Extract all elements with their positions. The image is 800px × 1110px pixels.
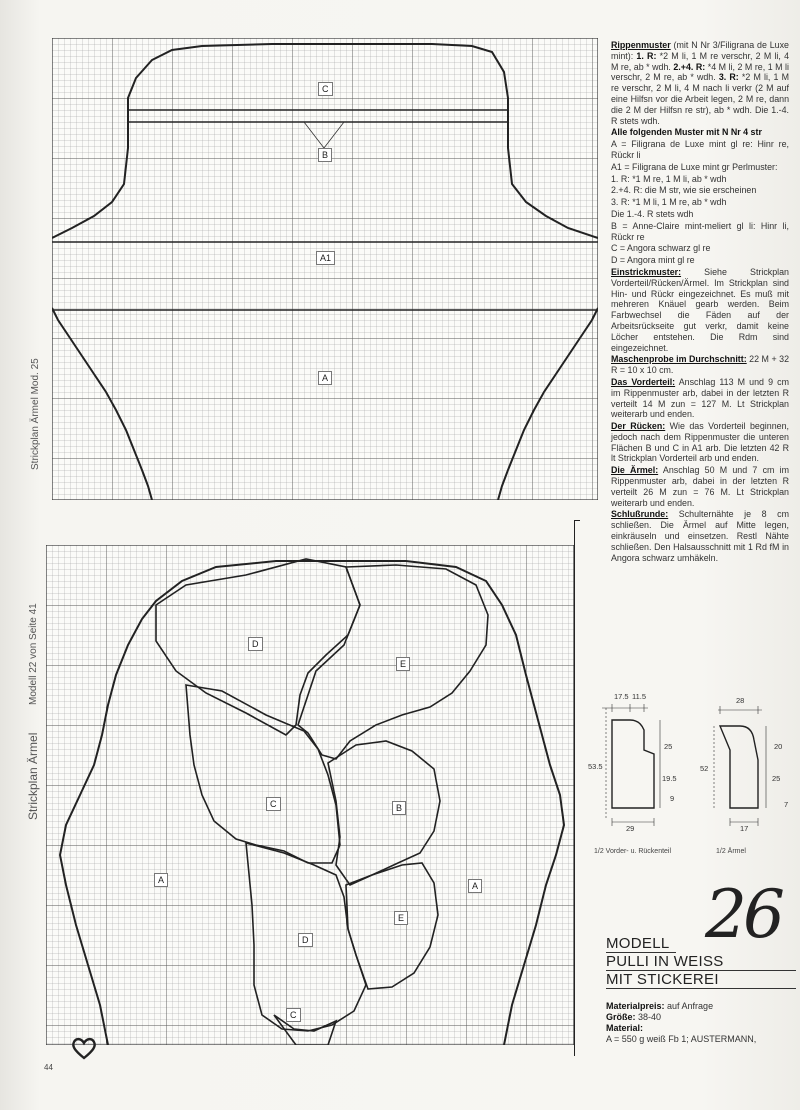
chart-bracket [574, 520, 580, 1056]
sleeve-upper: 20 [774, 742, 783, 751]
body-upper: 25 [664, 742, 673, 751]
body-width: 29 [626, 824, 635, 833]
model-title-2: MIT STICKEREI [606, 971, 796, 989]
vorderteil-paragraph: Das Vorderteil: Anschlag 113 M und 9 cm im Rippenmuster arb, dabei in der letzten R verteilt 14 M zun = 127 M. Lt Strickplan weiterarb und enden. [611, 376, 789, 420]
sleeve-top: 28 [736, 696, 745, 705]
einstrickmuster-paragraph: Einstrickmuster: Siehe Strickplan Vorderteil/Rücken/Ärmel. Im Strickplan sind Hin- und Rückr eingezeichnet. Es muß mit mehreren Knäuel gearb werden. Beim Farbwechsel die Fäden auf der Arbeitsrückseite gut verkr, damit keine Löcher entstehen. Die Rdm sind eingezeichnet. [611, 266, 789, 353]
sleeve-chart-model-22 [46, 545, 574, 1045]
body-schematic [588, 690, 698, 860]
muster-a1-row3: 3. R: *1 M li, 1 M re, ab * wdh [611, 197, 727, 208]
sleeve-width: 17 [740, 824, 749, 833]
region-label-a: A [318, 371, 332, 385]
instructions-column [611, 40, 789, 564]
muster-c: C = Angora schwarz gl re [611, 243, 711, 254]
region-label-a1: A1 [316, 251, 335, 265]
region-label-e: E [396, 657, 410, 671]
body-low: 9 [670, 794, 675, 803]
sleeve-chart-bottom-svg [46, 545, 574, 1045]
model-word: MODELL [606, 935, 676, 953]
schlussrunde-paragraph: Schlußrunde: Schulternähte je 8 cm schließen. Die Ärmel auf Mitte legen, einkräuseln und einsetzen. Restl Nähte schließen. Den Halsausschnitt mit 1 Rd fM in Angora schwarz umhäkeln. [611, 509, 789, 563]
region-label-b: B [318, 148, 332, 162]
heart-icon [70, 1036, 98, 1060]
body-mid: 19.5 [662, 774, 677, 783]
sleeve-mid: 25 [772, 774, 781, 783]
region-label-c-2: C [286, 1008, 301, 1022]
region-label-d: D [248, 637, 263, 651]
sleeve-caption: 1/2 Ärmel [716, 848, 746, 855]
sleeve-low: 7 [784, 800, 789, 809]
body-top-right: 11.5 [632, 692, 647, 701]
size-line: Größe: 38-40 [606, 1012, 662, 1022]
maschenprobe-paragraph: Maschenprobe im Durchschnitt: 22 M + 32 R = 10 x 10 cm. [611, 354, 790, 376]
region-label-c: C [266, 797, 281, 811]
sleeve-schematic [700, 690, 796, 860]
muster-a1: A1 = Filigrana de Luxe mint gr Perlmuster: [611, 161, 778, 172]
region-label-e-2: E [394, 911, 408, 925]
muster-d: D = Angora mint gl re [611, 255, 695, 266]
model-number: 26 [705, 876, 781, 953]
bottom-chart-reference: Modell 22 von Seite 41 [28, 603, 39, 705]
aermel-paragraph: Die Ärmel: Anschlag 50 M und 7 cm im Rippenmuster arb, dabei in der letzten R verteilt 26 M zun = 76 M. Lt Strickplan weiterarb und enden. [611, 465, 789, 508]
muster-b: B = Anne-Claire mint-meliert gl li: Hinr li, Rückr re [611, 220, 789, 242]
top-chart-side-label: Strickplan Ärmel Mod. 25 [30, 358, 41, 470]
region-label-a-right: A [468, 879, 482, 893]
region-label-d-2: D [298, 933, 313, 947]
material-label: Material: [606, 1023, 644, 1033]
page-number: 44 [44, 1063, 53, 1072]
materials-block [606, 1001, 796, 1045]
bottom-chart-side-label: Strickplan Ärmel [26, 732, 40, 820]
sleeve-height: 52 [700, 764, 709, 773]
muster-a: A = Filigrana de Luxe mint gl re: Hinr re, Rückr li [611, 139, 789, 160]
muster-a1-row2: 2.+4. R: die M str, wie sie erscheinen [611, 185, 757, 196]
body-height: 53.5 [588, 762, 603, 771]
model-title-block [606, 935, 796, 989]
body-caption: 1/2 Vorder- u. Rückenteil [594, 848, 672, 855]
sleeve-chart-top-svg [52, 38, 598, 500]
ruecken-paragraph: Der Rücken: Wie das Vorderteil beginnen, jedoch nach dem Rippenmuster die unteren Flächen B und C in A1 arb. Die letzten 42 R lt Strickplan Vorderteil arb und enden. [611, 421, 789, 464]
region-label-b: B [392, 801, 406, 815]
muster-a1-row1: 1. R: *1 M re, 1 M li, ab * wdh [611, 173, 727, 184]
alle-muster-heading: Alle folgenden Muster mit N Nr 4 str [611, 127, 762, 138]
region-label-c: C [318, 82, 333, 96]
sleeve-chart-model-25 [52, 38, 598, 500]
muster-a1-row4: Die 1.-4. R stets wdh [611, 208, 694, 219]
rippenmuster-paragraph: Rippenmuster (mit N Nr 3/Filigrana de Luxe mint): 1. R: *2 M li, 1 M re verschr, 2 M li, 4 M re, ab * wdh. 2.+4. R: *4 M li, 2 M re, 1 M li verschr, 2 M re, ab * wdh. 3. R: *2 M li, 1 M re verschr, 2 M li, 4 M nach li verkr (2 M auf eine Hilfsn vor die Arbeit legen, 2 M re, dann die 2 M der Hilfsn re str), ab * wdh. Die 1.-4. R stets wdh. [611, 40, 790, 126]
body-top-left: 17.5 [614, 692, 629, 701]
material-line: A = 550 g weiß Fb 1; AUSTERMANN, [606, 1034, 757, 1044]
price-line: Materialpreis: auf Anfrage [606, 1001, 714, 1011]
region-label-a-left: A [154, 873, 168, 887]
model-title-1: PULLI IN WEISS [606, 953, 796, 971]
